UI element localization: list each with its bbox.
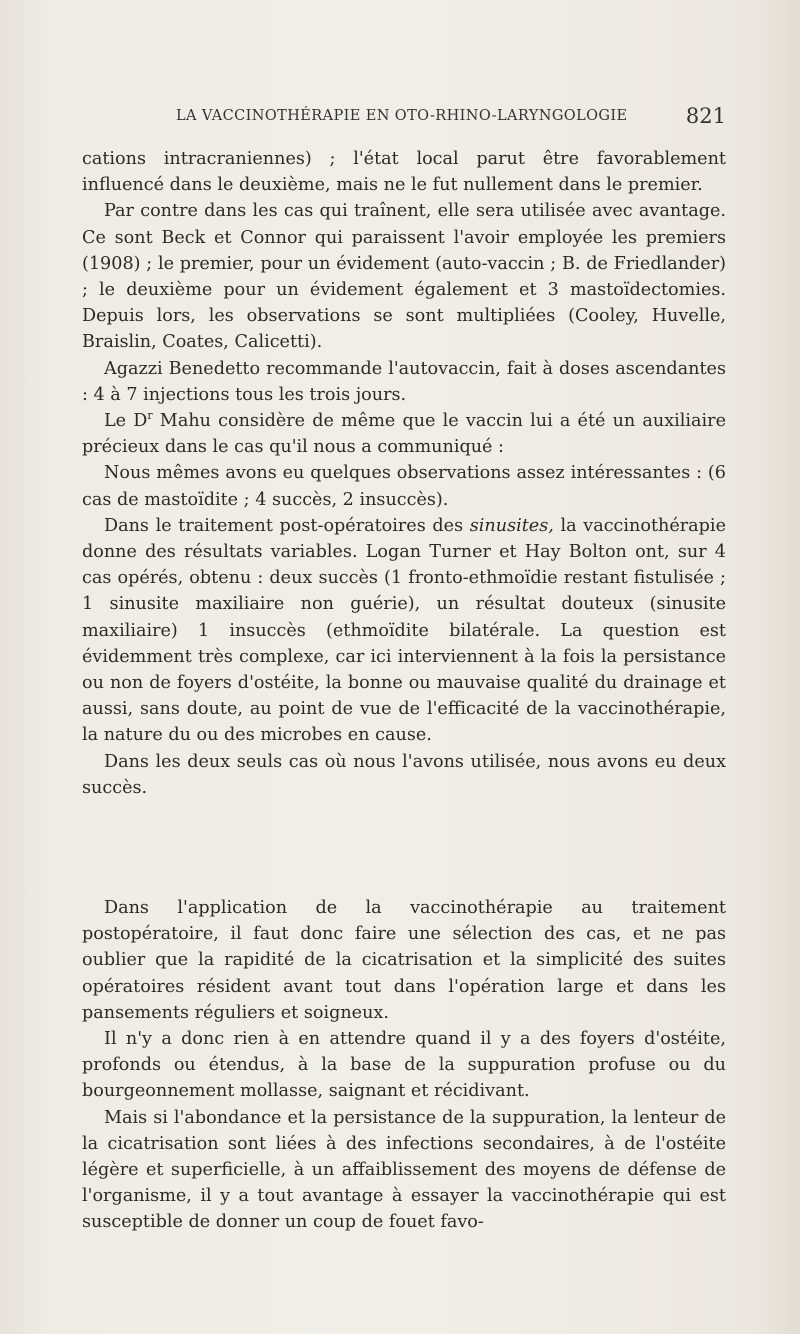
paragraph: Le $D^r$ Mahu considère de même que le vaccin lui a été un auxiliaire précieux dans le cas qu'il nous a communiqué : — [82, 409, 726, 458]
italic-term: sinusites, — [469, 515, 554, 536]
superscript: r — [147, 409, 153, 423]
paragraph: Il n'y a donc rien à en attendre quand il y a des foyers d'ostéite, profonds ou étendus, à la base de la suppuration profuse ou du bourgeonnement mollasse, saignant et récidivant. — [82, 1029, 726, 1102]
paragraph: Dans l'application de la vaccinothérapie au traitement postopératoire, il faut donc faire une sélection des cas, et ne pas oublier que la rapidité de la cicatrisation et la simplicité des suites opératoires résident avant tout dans l'opération large et dans les pansements réguliers et soigneux. — [82, 898, 726, 1023]
running-title: LA VACCINOTHÉRAPIE EN OTO-RHINO-LARYNGOLOGIE — [176, 108, 628, 124]
paragraph: Agazzi Benedetto recommande l'autovaccin, fait à doses ascendantes : 4 à 7 injections tous les trois jours. — [82, 358, 726, 405]
page-number: 821 — [685, 104, 726, 128]
text-block-2 — [82, 895, 726, 1236]
paragraph: Nous mêmes avons eu quelques observations assez intéressantes : (6 cas de mastoïdite ; 4 succès, 2 insuccès). — [82, 463, 726, 510]
paragraph: Mais si l'abondance et la persistance de la suppuration, la lenteur de la cicatrisation sont liées à des infections secondaires, à de l'ostéite légère et superficielle, à un affaiblissement des moyens de défense de l'organisme, il y a tout avantage à essayer la vaccinothérapie qui est susceptible de donner un coup de fouet favo- — [82, 1107, 726, 1233]
paragraph: cations intracraniennes) ; l'état local parut être favorablement influencé dans le deuxième, mais ne le fut nullement dans le premier. — [82, 149, 726, 196]
page-header — [176, 104, 726, 134]
paragraph: Par contre dans les cas qui traînent, elle sera utilisée avec avantage. Ce sont Beck et Connor qui paraissent l'avoir employée les premiers (1908) ; le premier, pour un évidement (auto-vaccin ; B. de Friedlander) ; le deuxième pour un évidement également et 3 mastoïdectomies. Depuis lors, les observations se sont multipliées (Cooley, Huvelle, Braislin, Coates, Calicetti). — [82, 201, 726, 353]
paragraph: Dans le traitement post-opératoires des sinusites, la vaccinothérapie donne des résultats variables. Logan Turner et Hay Bolton ont, sur 4 cas opérés, obtenu : deux succès (1 fronto-ethmoïdie restant fistulisée ; 1 sinusite maxiliaire non guérie), un résultat douteux (sinusite maxiliaire) 1 insuccès (ethmoïdite bilatérale. La question est évidemment très complexe, car ici interviennent à la fois la persistance ou non de foyers d'ostéite, la bonne ou mauvaise qualité du drainage et aussi, sans doute, au point de vue de l'efficacité de la vaccinothérapie, la nature du ou des microbes en cause. — [82, 515, 726, 746]
paragraph: Dans les deux seuls cas où nous l'avons utilisée, nous avons eu deux succès. — [82, 751, 726, 798]
text-block-1 — [82, 146, 726, 801]
